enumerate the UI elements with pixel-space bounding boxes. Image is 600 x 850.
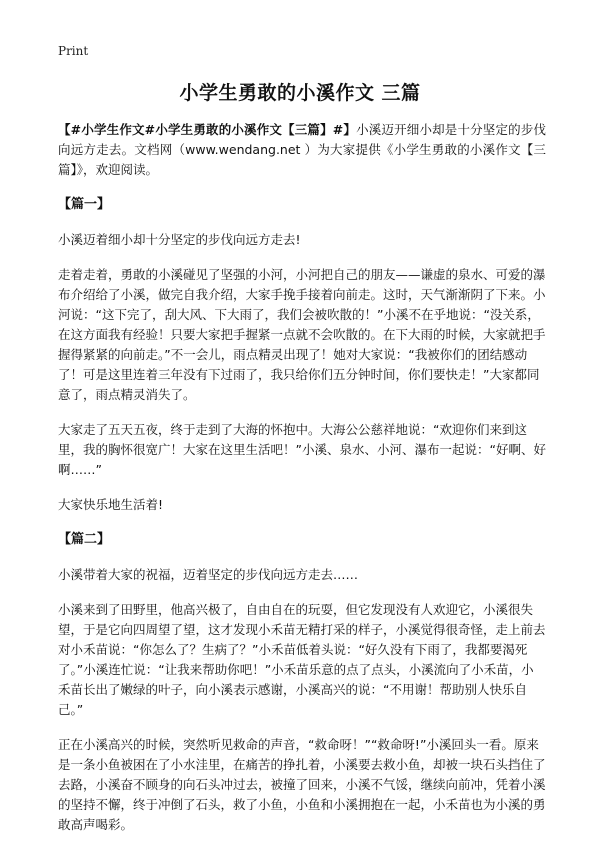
paragraph: 小溪带着大家的祝福，迈着坚定的步伐向远方走去…… — [58, 567, 359, 582]
paragraph: 正在小溪高兴的时候，突然听见救命的声音，“救命呀！”“救命呀!”小溪回头一看。原来是一条小鱼被困在了小水洼里，在痛苦的挣扎着，小溪要去救小鱼，却被一块石头挡住了去路，小溪奋不顾身的向石头冲过去，被撞了回来，小溪不气馁，继续向前冲，凭着小溪的坚持不懈，终于冲倒了石头，救了小鱼，小鱼和小溪拥抱在一起，小禾苗也为小溪的勇敢高声喝彩。 — [58, 737, 546, 832]
intro-tag: 【#小学生作文#小学生勇敢的小溪作文【三篇】#】 — [58, 122, 357, 137]
paragraph: 小溪迈着细小却十分坚定的步伐向远方走去! — [58, 232, 301, 247]
intro-paragraph — [58, 120, 546, 180]
article-body — [58, 120, 546, 850]
paragraph: 大家走了五天五夜，终于走到了大海的怀抱中。大海公公慈祥地说：“欢迎你们来到这里，我的胸怀很宽广！大家在这里生活吧！”小溪、泉水、小河、瀑布一起说：“好啊、好啊……” — [58, 422, 546, 477]
print-label: Print — [58, 44, 89, 58]
paragraph: 走着走着，勇敢的小溪碰见了坚强的小河，小河把自己的朋友——谦虚的泉水、可爱的瀑布介绍给了小溪，做完自我介绍，大家手挽手接着向前走。这时，天气渐渐阴了下来。小河说：“这下完了，刮大风、下大雨了，我们会被吹散的！”小溪不在乎地说：“没关系，在这方面我有经验！只要大家把手握紧一点就不会吹散的。在下大雨的时候，大家就把手握得紧紧的向前走。”不一会儿，雨点精灵出现了！她对大家说：“我被你们的团结感动了！可是这里连着三年没有下过雨了，我只给你们五分钟时间，你们要快走！”大家都同意了，雨点精灵消失了。 — [58, 267, 546, 402]
paragraph: 小溪来到了田野里，他高兴极了，自由自在的玩耍，但它发现没有人欢迎它，小溪很失望，于是它向四周望了望，这才发现小禾苗无精打采的样子，小溪觉得很奇怪，走上前去对小禾苗说：“你怎么了？生病了？”小禾苗低着头说：“好久没有下雨了，我都要渴死了。”小溪连忙说：“让我来帮助你吧！”小禾苗乐意的点了点头，小溪流向了小禾苗，小禾苗长出了嫩绿的叶子，向小溪表示感谢，小溪高兴的说：“不用谢！帮助别人快乐自己。” — [58, 602, 546, 717]
section-heading-2: 【篇二】 — [58, 532, 111, 547]
intro-text: 小溪迈开细小却是十分坚定的步伐向远方走去。文档网（www.wendang.net ）为大家提供《小学生勇敢的小溪作文【三篇】》，欢迎阅读。 — [58, 122, 546, 177]
section-heading-1: 【篇一】 — [58, 197, 111, 212]
page-title: 小学生勇敢的小溪作文 三篇 — [179, 82, 421, 104]
paragraph: 大家快乐地生活着! — [58, 497, 164, 512]
